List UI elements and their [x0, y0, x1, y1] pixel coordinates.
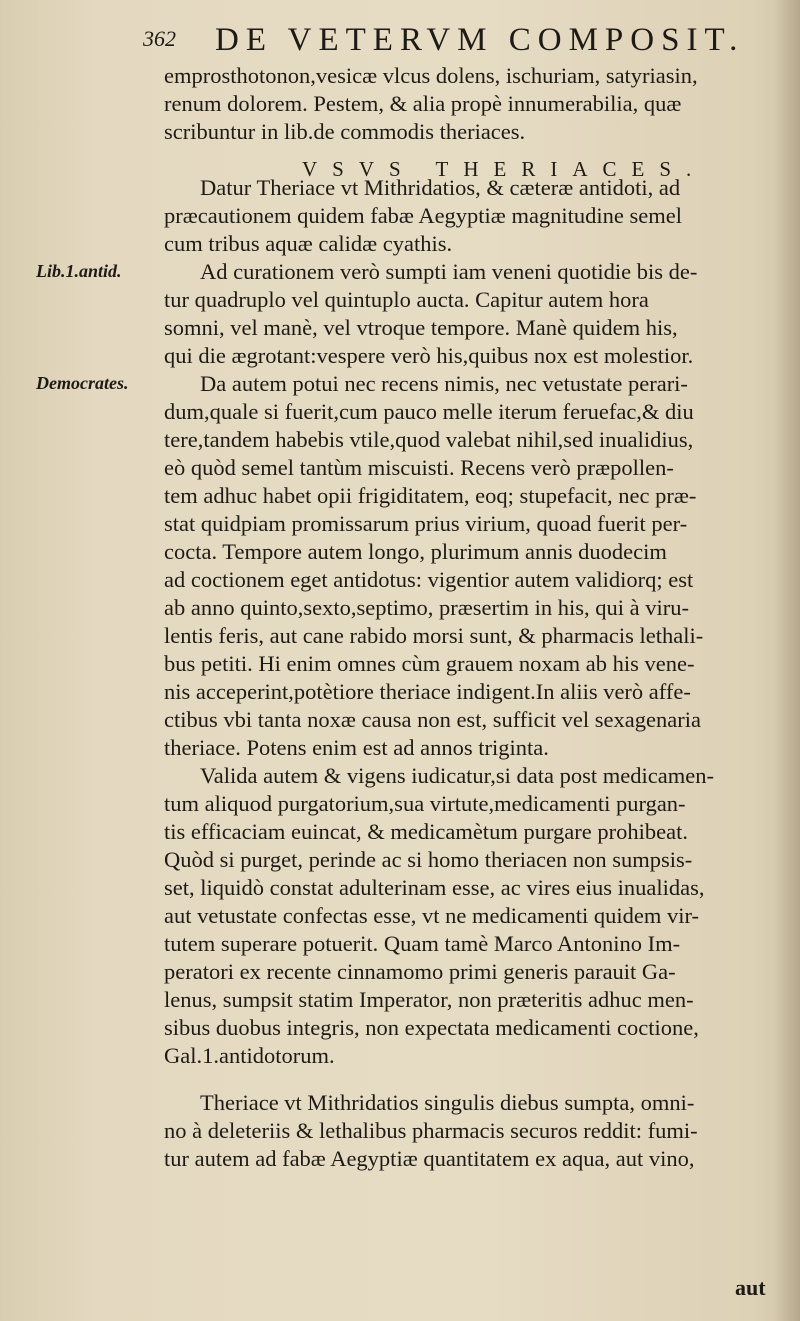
text-line: præcautionem quidem fabæ Aegyptiæ magnitudine semel	[164, 203, 683, 228]
page-number: 362	[143, 26, 176, 51]
text-line: eò quòd semel tantùm miscuisti. Recens verò præpollen-	[164, 455, 674, 480]
section-title: VSVS THERIACES.	[302, 157, 707, 181]
text-line: peratori ex recente cinnamomo primi generis parauit Ga-	[164, 959, 676, 984]
text-line: scribuntur in lib.de commodis theriaces.	[164, 119, 526, 144]
text-line: qui die ægrotant:vespere verò his,quibus nox est molestior.	[164, 343, 694, 368]
text-line: lenus, sumpsit statim Imperator, non præteritis adhuc men-	[164, 987, 694, 1012]
text-line: Gal.1.antidotorum.	[164, 1043, 335, 1068]
text-line: Da autem potui nec recens nimis, nec vetustate perari-	[200, 371, 688, 396]
text-line: Valida autem & vigens iudicatur,si data post medicamen-	[200, 763, 714, 788]
text-line: ad coctionem eget antidotus: vigentior autem validiorq; est	[164, 567, 694, 592]
text-line: somni, vel manè, vel vtroque tempore. Manè quidem his,	[164, 315, 678, 340]
text-line: tutem superare potuerit. Quam tamè Marco Antonino Im-	[164, 931, 681, 956]
text-line: emprosthotonon,vesicæ vlcus dolens, ischuriam, satyriasin,	[164, 63, 698, 88]
text-line: sibus duobus integris, non expectata medicamenti coctione,	[164, 1015, 699, 1040]
text-line: Ad curationem verò sumpti iam veneni quotidie bis de-	[200, 259, 698, 284]
page-edge-shadow	[774, 0, 800, 1321]
text-line: tur autem ad fabæ Aegyptiæ quantitatem ex aqua, aut vino,	[164, 1146, 695, 1171]
text-line: lentis feris, aut cane rabido morsi sunt, & pharmacis lethali-	[164, 623, 704, 648]
text-line: ctibus vbi tanta noxæ causa non est, sufficit vel sexagenaria	[164, 707, 701, 732]
text-line: Theriace vt Mithridatios singulis diebus sumpta, omni-	[200, 1090, 695, 1115]
margin-note-democrates: Democrates.	[36, 373, 129, 393]
text-line: dum,quale si fuerit,cum pauco melle iterum feruefac,& diu	[164, 399, 694, 424]
text-line: theriace. Potens enim est ad annos triginta.	[164, 735, 549, 760]
text-line: tem adhuc habet opii frigiditatem, eoq; stupefacit, nec præ-	[164, 483, 697, 508]
text-line: renum dolorem. Pestem, & alia propè innumerabilia, quæ	[164, 91, 682, 116]
text-line: stat quidpiam promissarum prius virium, quoad fuerit per-	[164, 511, 688, 536]
running-head: DE VETERVM COMPOSIT.	[215, 22, 745, 58]
text-line: tis efficaciam euincat, & medicamètum purgare prohibeat.	[164, 819, 688, 844]
text-line: cum tribus aquæ calidæ cyathis.	[164, 231, 453, 256]
margin-note-lib: Lib.1.antid.	[36, 261, 122, 281]
text-line: ab anno quinto,sexto,septimo, præsertim in his, qui à viru-	[164, 595, 689, 620]
catchword: aut	[735, 1275, 766, 1300]
text-line: tur quadruplo vel quintuplo aucta. Capitur autem hora	[164, 287, 649, 312]
text-line: tum aliquod purgatorium,sua virtute,medicamenti purgan-	[164, 791, 686, 816]
text-line: Quòd si purget, perinde ac si homo theriacen non sumpsis-	[164, 847, 693, 872]
text-line: no à deleteriis & lethalibus pharmacis securos reddit: fumi-	[164, 1118, 698, 1143]
text-line: nis acceperint,potètiore theriace indigent.In aliis verò affe-	[164, 679, 691, 704]
text-line: aut vetustate confectas esse, vt ne medicamenti quidem vir-	[164, 903, 699, 928]
text-line: set, liquidò constat adulterinam esse, ac vires eius inualidas,	[164, 875, 705, 900]
text-line: cocta. Tempore autem longo, plurimum annis duodecim	[164, 539, 667, 564]
text-line: Datur Theriace vt Mithridatios, & cæteræ antidoti, ad	[200, 175, 681, 200]
text-line: bus petiti. Hi enim omnes cùm grauem noxam ab his vene-	[164, 651, 695, 676]
text-line: tere,tandem habebis vtile,quod valebat nihil,sed inualidius,	[164, 427, 694, 452]
